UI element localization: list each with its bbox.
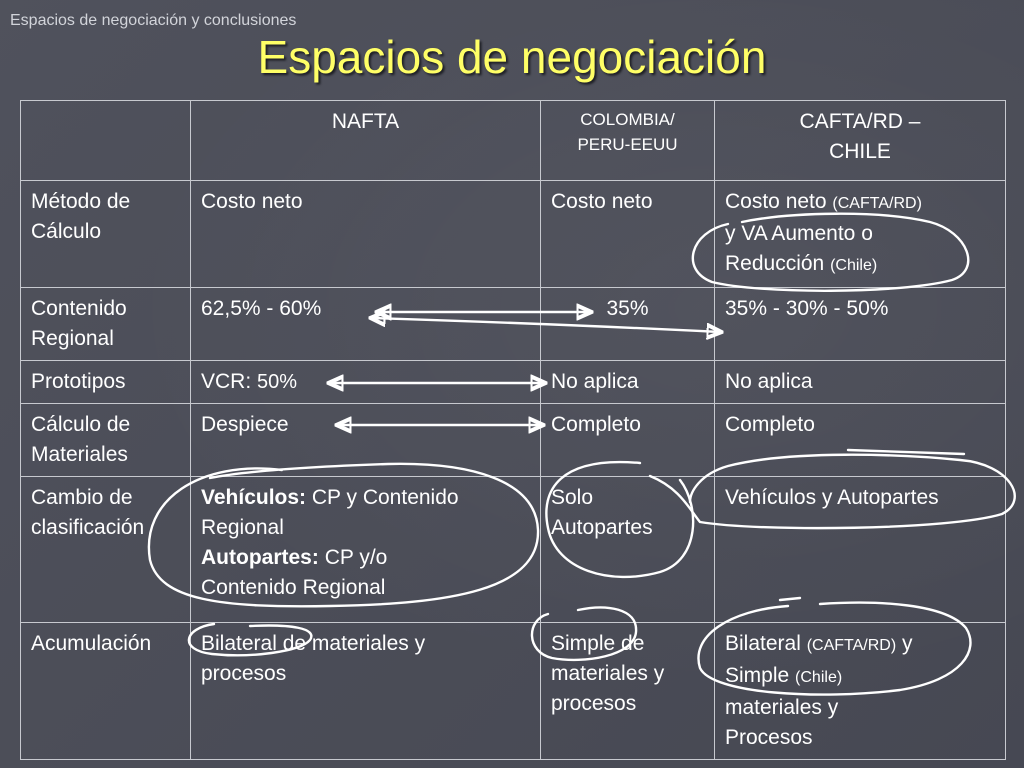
cell-text: Bilateral — [725, 632, 801, 655]
table-row — [21, 623, 1006, 760]
table-row — [21, 404, 1006, 477]
cell-text: y VA Aumento o — [725, 222, 873, 245]
cell-bold-label: Vehículos: — [201, 486, 307, 509]
cell-text: procesos — [551, 692, 637, 715]
cell-text: Procesos — [725, 726, 813, 749]
cafta-chile-cell: Vehículos y Autopartes — [715, 477, 1006, 623]
header-cafta-chile-line1: CAFTA/RD – — [799, 110, 921, 133]
colombia-peru-cell: No aplica — [541, 361, 715, 404]
table-row — [21, 288, 1006, 361]
cell-text: materiales y — [551, 662, 665, 685]
row-label-line: clasificación — [31, 516, 145, 539]
cafta-chile-cell: 35% - 30% - 50% — [715, 288, 1006, 361]
cell-text: Reducción — [725, 252, 825, 275]
comparison-table — [20, 100, 1006, 760]
cell-value: 50% — [257, 371, 298, 393]
cell-note: (CAFTA/RD) — [832, 195, 922, 212]
table-header-row — [21, 101, 1006, 181]
cell-text: Regional — [201, 516, 284, 539]
nafta-cell — [191, 477, 541, 623]
colombia-peru-cell: 35% — [541, 288, 715, 361]
header-cafta-chile — [715, 101, 1006, 181]
colombia-peru-cell: Completo — [541, 404, 715, 477]
cell-text: procesos — [201, 662, 287, 685]
cafta-chile-cell — [715, 623, 1006, 760]
row-label: Acumulación — [21, 623, 191, 760]
header-cafta-chile-line2: CHILE — [829, 140, 891, 163]
cell-text: Solo — [551, 486, 594, 509]
colombia-peru-cell — [541, 623, 715, 760]
cafta-chile-cell: No aplica — [715, 361, 1006, 404]
table-row — [21, 361, 1006, 404]
header-colombia-peru — [541, 101, 715, 181]
nafta-cell: Despiece — [191, 404, 541, 477]
cell-text: y — [902, 632, 913, 655]
page-title: Espacios de negociación — [257, 31, 767, 83]
cell-text: Autopartes — [551, 516, 653, 539]
cell-text: CP y/o — [324, 546, 388, 569]
row-label — [21, 288, 191, 361]
cell-note: (Chile) — [795, 669, 843, 686]
row-label — [21, 477, 191, 623]
colombia-peru-cell: Costo neto — [541, 181, 715, 288]
row-label-line: Cambio de — [31, 486, 133, 509]
cell-text: Bilateral de materiales y — [201, 632, 426, 655]
cell-bold-label: Autopartes: — [201, 546, 319, 569]
table-row — [21, 181, 1006, 288]
nafta-cell: Costo neto — [191, 181, 541, 288]
row-label — [21, 181, 191, 288]
colombia-peru-cell — [541, 477, 715, 623]
row-label-line: Método de — [31, 190, 131, 213]
table-row — [21, 477, 1006, 623]
header-cell-empty — [21, 101, 191, 181]
nafta-cell: 62,5% - 60% — [191, 288, 541, 361]
header-colombia-peru-line2: PERU-EEUU — [577, 135, 678, 154]
cafta-chile-cell — [715, 181, 1006, 288]
cell-text: Costo neto — [725, 190, 827, 213]
cell-text: VCR: — [201, 370, 252, 393]
nafta-cell — [191, 623, 541, 760]
row-label-line: Cálculo — [31, 220, 102, 243]
cell-text: CP y Contenido — [311, 486, 459, 509]
row-label-line: Regional — [31, 327, 114, 350]
row-label — [21, 404, 191, 477]
cell-text: Contenido Regional — [201, 576, 386, 599]
cell-text: Simple de — [551, 632, 645, 655]
row-label-line: Cálculo de — [31, 413, 131, 436]
row-label: Prototipos — [21, 361, 191, 404]
cafta-chile-cell: Completo — [715, 404, 1006, 477]
cell-text: materiales y — [725, 696, 839, 719]
nafta-cell — [191, 361, 541, 404]
breadcrumb: Espacios de negociación y conclusiones — [10, 12, 297, 29]
cell-text: Simple — [725, 664, 790, 687]
row-label-line: Materiales — [31, 443, 128, 466]
header-colombia-peru-line1: COLOMBIA/ — [580, 110, 675, 129]
header-nafta: NAFTA — [191, 101, 541, 181]
cell-note: (CAFTA/RD) — [806, 637, 897, 654]
cell-note: (Chile) — [830, 257, 878, 274]
row-label-line: Contenido — [31, 297, 127, 320]
